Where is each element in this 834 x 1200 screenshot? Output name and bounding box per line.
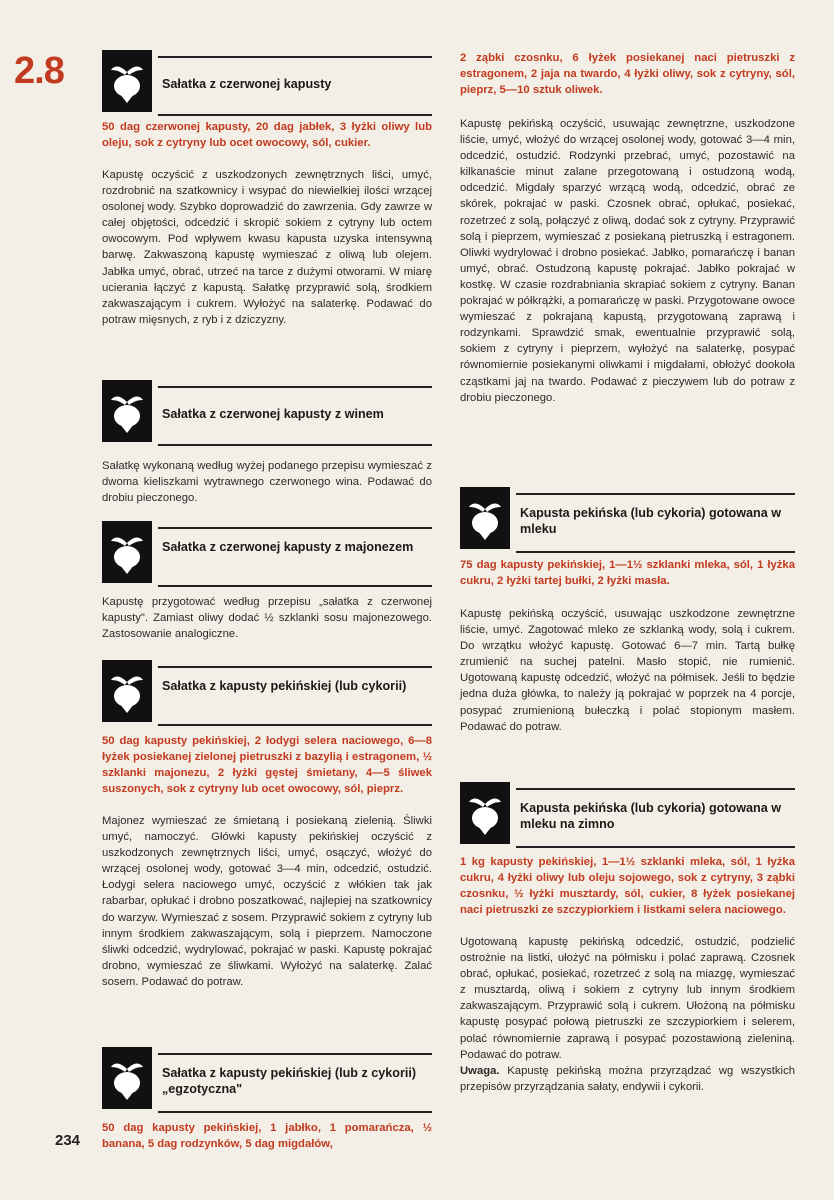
recipe-header	[102, 521, 432, 593]
recipe-chinese-cabbage-boiled-in-milk	[460, 487, 795, 735]
divider	[158, 724, 432, 726]
divider	[516, 551, 795, 553]
recipe-header	[460, 782, 795, 854]
beet-icon	[102, 1047, 152, 1109]
recipe-title: Kapusta pekińska (lub cykoria) gotowana w mleku	[520, 506, 782, 536]
recipe-title: Kapusta pekińska (lub cykoria) gotowana w mleku na zimno	[520, 801, 782, 831]
recipe-chinese-cabbage-cold	[460, 782, 795, 1095]
recipe-instructions: Ugotowaną kapustę pekińską odcedzić, ostudzić, podzielić ostrożnie na listki, ułożyć na półmisku i polać zaprawą. Czosnek obrać, opłukać, posiekać, rozetrzeć z solą na miazgę, wymieszać z musztardą, oliwą i sokiem z cytryny lub innym środkiem zakwaszającym. Przyprawić solą i cukrem. Ułożoną na półmisku kapustę posypać połową pietruszki ze szczypiorkiem i selerem, polać równomiernie zaprawą i posypać pozostawioną zieleniną. Podawać do potraw.	[460, 936, 795, 1061]
recipe-header	[460, 487, 795, 559]
recipe-instructions: Majonez wymieszać ze śmietaną i posiekaną zielenią. Śliwki umyć, namoczyć. Główki kapusty pekińskiej oczyścić z uszkodzonych zewnętrznych liści, umyć, osączyć, włożyć do wrzącej osolonej wody, gotować 3—4 min, odcedzić, ostudzić. Łodygi selera naciowego umyć, oczyścić z włókien tak jak rabarbar, opłukać i drobno poszatkować, najlepiej na szatkownicy do warzyw. Wymieszać z sosem. Przyprawić sokiem z cytryny lub innym środkiem zakwaszającym, solą i pieprzem. Namoczone śliwki odcedzić, wydrylować, pokrajać w paski. Kapustę pokrajać drobno, wymieszać ze śliwkami. Wyłożyć na salaterkę. Zalać sosem. Podawać do potraw.	[102, 815, 432, 988]
divider	[158, 444, 432, 446]
recipe-ingredients: 50 dag czerwonej kapusty, 20 dag jabłek, 3 łyżki oliwy lub oleju, sok z cytryny lub ocet owocowy, sól, cukier.	[102, 121, 432, 149]
section-number: 2.8	[14, 50, 64, 92]
beet-icon	[102, 660, 152, 722]
beet-icon	[460, 782, 510, 844]
recipe-instructions: Sałatkę wykonaną według wyżej podanego przepisu wymieszać z dwoma kieliszkami wytrawnego czerwonego wina. Podawać do drobiu pieczonego.	[102, 460, 432, 505]
recipe-red-cabbage-salad	[102, 50, 432, 328]
beet-icon	[102, 380, 152, 442]
divider	[158, 666, 432, 668]
divider	[158, 527, 432, 529]
note-text: Kapustę pekińską można przyrządzać wg wszystkich przepisów przyrządzania sałaty, endywii i cykorii.	[460, 1064, 795, 1093]
recipe-ingredients: 1 kg kapusty pekińskiej, 1—1½ szklanki mleka, sól, 1 łyżka cukru, 4 łyżki oliwy lub oleju sojowego, sok z cytryny, 3 ząbki czosnku, ½ łyżki musztardy, sól, cukier, 8 łyżek posiekanej naci pietruszki ze szczypiorkiem i listkami selera naciowego.	[460, 856, 795, 916]
divider	[158, 585, 432, 587]
recipe-title: Sałatka z czerwonej kapusty	[162, 77, 332, 91]
recipe-ingredients: 50 dag kapusty pekińskiej, 2 łodygi selera naciowego, 6—8 łyżek posiekanej zielonej pietruszki z bazylią i estragonem, ½ szklanki majonezu, 2 łyżki gęstej śmietany, 4—5 śliwek suszonych, sok z cytryny lub ocet owocowy, sól, pieprz.	[102, 735, 432, 795]
recipe-header	[102, 380, 432, 452]
beet-icon	[102, 50, 152, 112]
recipe-title: Sałatka z kapusty pekińskiej (lub z cykorii) „egzotyczna"	[162, 1066, 417, 1096]
recipe-note	[460, 1063, 795, 1095]
recipe-instructions: Kapustę pekińską oczyścić, usuwając uszkodzone zewnętrzne liście, umyć. Zagotować mleko ze szklanką wody, solą i cukrem. Do wrzątku włożyć kapustę. Gotować 6—7 min. Tartą bułkę zrumienić na suchej patelni. Masło stopić, nie rumienić. Ugotowaną kapustę odcedzić, włożyć na półmisek. Jeśli to będzie jedna duża główka, to należy ją pokrajać w poprzek na 4 porcje, posypać zrumienioną bułeczką i polać stopionym masłem. Podawać do potraw.	[460, 608, 795, 733]
recipe-red-cabbage-with-wine	[102, 380, 432, 506]
recipe-ingredients: 50 dag kapusty pekińskiej, 1 jabłko, 1 pomarańcza, ½ banana, 5 dag rodzynków, 5 dag migdałów,	[102, 1122, 432, 1150]
divider	[516, 788, 795, 790]
recipe-instructions: Kapustę pekińską oczyścić, usuwając zewnętrzne, uszkodzone liście, umyć, włożyć do wrzącej osolonej wody, gotować 3—4 min, odcedzić, ostudzić. Rodzynki przebrać, umyć, pozostawić na kilkanaście minut zalane przegotowaną i ostudzoną wodą, odcedzić. Migdały sparzyć wrzącą wodą, odcedzić, obrać ze skórek, pokrajać w paski. Czosnek obrać, opłukać, posiekać, rozetrzeć z solą, połączyć z oliwą, dodać sok z cytryny. Przyprawić solą i pieprzem, wymieszać z posiekaną pietruszką i estragonem. Oliwki wydrylować i drobno posiekać. Jabłko, pomarańczę i banan umyć, obrać. Ostudzoną kapustę pokrajać. Jabłko pokrajać w kostkę. W czasie rozdrabniania skrapiać sokiem z cytryny. Banan pokrajać w półkrążki, a pomarańczę w paski. Przygotowane owoce wymieszać z pokrajaną kapustą, przygotowaną zaprawą i rodzynkami. Sprawdzić smak, ewentualnie przyprawić solą, sokiem z cytryny i pieprzem, wyłożyć na salaterkę, posypać równomiernie posiekanymi oliwkami i migdałami, obłożyć dookoła cząstkami jaj na twardo. Podawać z pieczywem lub do potraw z drobiu pieczonego.	[460, 118, 795, 404]
divider	[158, 386, 432, 388]
recipe-title: Sałatka z czerwonej kapusty z winem	[162, 407, 384, 421]
recipe-ingredients: 75 dag kapusty pekińskiej, 1—1½ szklanki mleka, sól, 1 łyżka cukru, 2 łyżki tartej bułki, 2 łyżki masła.	[460, 559, 795, 587]
recipe-exotic-chinese-cabbage-salad	[102, 1047, 432, 1152]
divider	[158, 114, 432, 116]
divider	[516, 846, 795, 848]
divider	[516, 493, 795, 495]
recipe-title: Sałatka z kapusty pekińskiej (lub cykorii)	[162, 679, 407, 693]
divider	[158, 56, 432, 58]
divider	[158, 1053, 432, 1055]
recipe-instructions: Kapustę oczyścić z uszkodzonych zewnętrznych liści, umyć, rozdrobnić na szatkownicy i wsypać do niewielkiej ilości wrzącej osolonej wody. Szybko doprowadzić do zawrzenia. Gdy zawrze w całej objętości, odcedzić i skropić sokiem z cytryny lub octem owocowym. Pod wpływem kwasu kapusta uzyska intensywną barwę. Zakwaszoną kapustę wymieszać z oliwą lub olejem. Jabłka umyć, obrać, utrzeć na tarce z dużymi otworami. W miarę ucierania łączyć z kapustą. Sałatkę przyprawić solą, środkiem zakwaszającym i cukrem. Wyłożyć na salaterkę. Podawać do potraw mięsnych, z ryb i z dziczyzny.	[102, 169, 432, 326]
recipe-header	[102, 50, 432, 122]
recipe-header	[102, 660, 432, 732]
page-number: 234	[55, 1132, 81, 1149]
recipe-red-cabbage-with-mayonnaise	[102, 521, 432, 642]
recipe-header	[102, 1047, 432, 1119]
recipe-chinese-cabbage-salad	[102, 660, 432, 990]
beet-icon	[102, 521, 152, 583]
divider	[158, 1111, 432, 1113]
beet-icon	[460, 487, 510, 549]
recipe-ingredients: 2 ząbki czosnku, 6 łyżek posiekanej naci pietruszki z estragonem, 2 jaja na twardo, 4 łyżki oliwy, sok z cytryny, sól, pieprz, 5—10 sztuk oliwek.	[460, 52, 795, 96]
note-label: Uwaga.	[460, 1064, 500, 1077]
recipe-instructions: Kapustę przygotować według przepisu „sałatka z czerwonej kapusty". Zamiast oliwy dodać ½ szklanki sosu majonezowego. Zastosowanie analogiczne.	[102, 596, 432, 641]
recipe-title: Sałatka z czerwonej kapusty z majonezem	[162, 540, 414, 554]
recipe-exotic-continued	[460, 50, 795, 406]
